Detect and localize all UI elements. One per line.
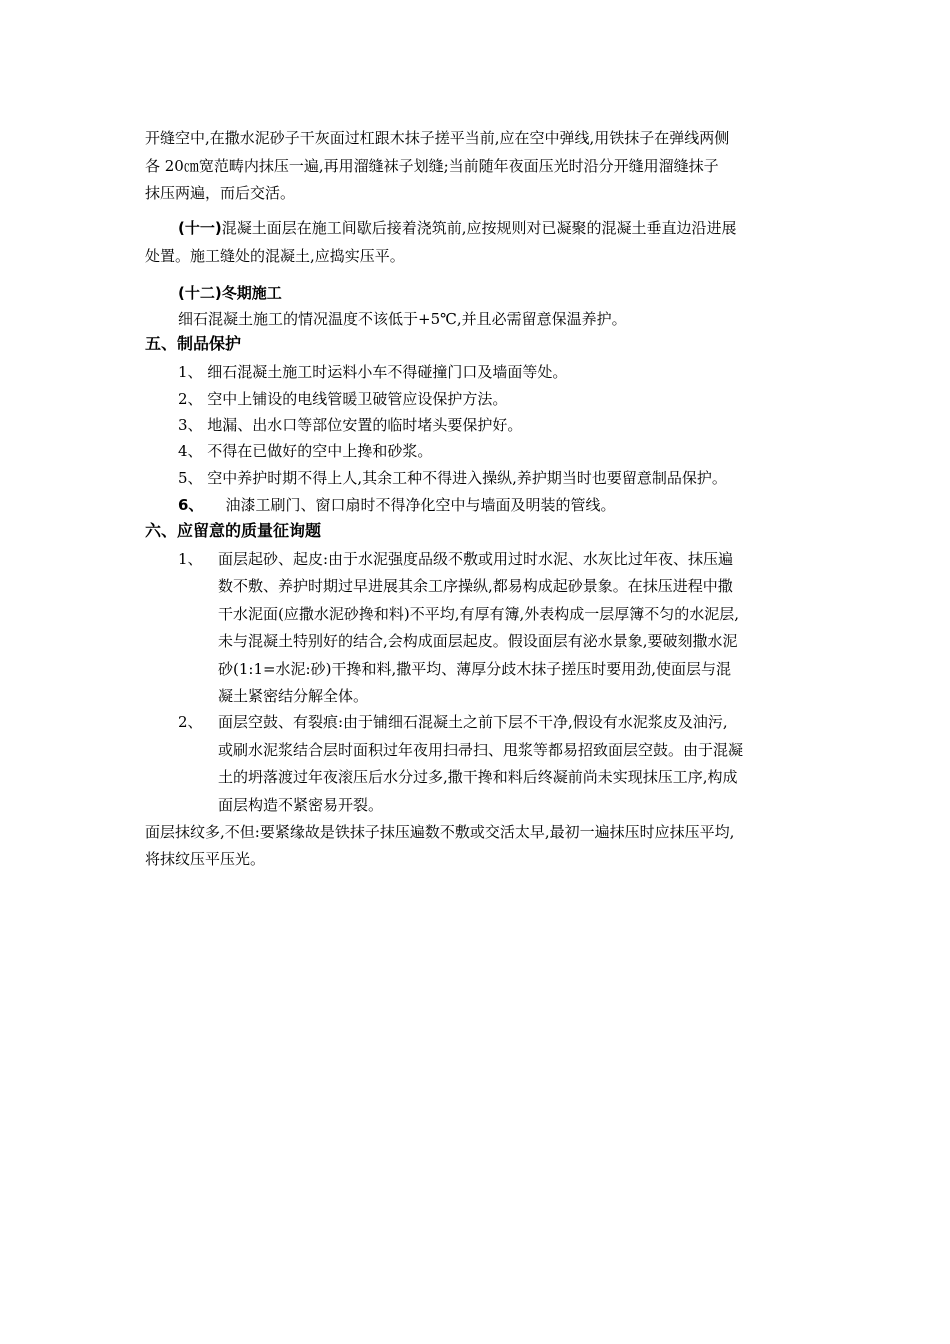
section-5-heading: 五、制品保护 xyxy=(145,334,242,353)
para-12-heading: (十二)冬期施工 xyxy=(178,284,282,302)
section-5-item-5: 5、 空中养护时期不得上人,其余工种不得进入操纵,养护期当时也要留意制品保护。 xyxy=(178,469,727,487)
section-6-item-1-line-5: 砂(1:1=水泥:砂)干搀和料,撒平均、薄厚分歧木抹子搓压时要用劲,使面层与混 xyxy=(218,660,732,678)
section-6-item-1-line-4: 未与混凝土特别好的结合,会构成面层起皮。假设面层有泌水景象,要破刻撒水泥 xyxy=(218,632,738,650)
para-11-label: (十一) xyxy=(178,219,222,237)
section-5-item-6-text: 油漆工刷门、窗口扇时不得净化空中与墙面及明装的管线。 xyxy=(225,496,616,514)
section-6-item-2-line-1: 面层空鼓、有裂痕:由于铺细石混凝土之前下层不干净,假设有水泥浆皮及油污, xyxy=(218,713,728,731)
intro-line-3: 抹压两遍，而后交活。 xyxy=(145,184,296,202)
section-5-item-1: 1、 细石混凝土施工时运料小车不得碰撞门口及墙面等处。 xyxy=(178,363,568,381)
section-6-item-2-line-2: 或刷水泥浆结合层时面积过年夜用扫帚扫、甩浆等都易招致面层空鼓。由于混凝 xyxy=(218,741,744,759)
section-5-item-6 xyxy=(178,495,615,515)
para-11-line-2: 处置。施工缝处的混凝土,应捣实压平。 xyxy=(145,247,405,265)
section-5-item-2: 2、 空中上铺设的电线管暖卫破管应设保护方法。 xyxy=(178,390,508,408)
closing-line-1: 面层抹纹多,不但:要紧缘故是铁抹子抹压遍数不敷或交活太早,最初一遍抹压时应抹压平均, xyxy=(145,823,735,841)
para-11-line-1 xyxy=(178,218,737,238)
section-6-item-2-line-3: 土的坍落渡过年夜滚压后水分过多,撒干搀和料后终凝前尚未实现抹压工序,构成 xyxy=(218,768,738,786)
intro-line-2: 各 20㎝宽范畴内抹压一遍,再用溜缝袜子划缝;当前随年夜面压光时沿分开缝用溜缝抹子 xyxy=(145,157,719,175)
para-12-text: 细石混凝土施工的情况温度不该低于+5℃,并且必需留意保温养护。 xyxy=(178,310,627,328)
para-11-text: 混凝土面层在施工间歇后接着浇筑前,应按规则对已凝聚的混凝土垂直边沿进展 xyxy=(221,219,737,237)
section-6-item-2-number: 2、 xyxy=(178,713,203,731)
section-6-item-1-line-2: 数不敷、养护时期过早进展其余工序操纵,都易构成起砂景象。在抹压进程中撒 xyxy=(218,577,733,595)
section-5-item-4: 4、 不得在已做好的空中上搀和砂浆。 xyxy=(178,442,433,460)
section-5-item-6-number: 6、 xyxy=(178,496,204,514)
section-6-heading: 六、应留意的质量征询题 xyxy=(145,521,322,540)
intro-line-1: 开缝空中,在撒水泥砂子干灰面过杠跟木抹子搓平当前,应在空中弹线,用铁抹子在弹线两侧 xyxy=(145,129,730,147)
section-6-item-1-line-3: 干水泥面(应撒水泥砂搀和料)不平均,有厚有簿,外表构成一层厚簿不匀的水泥层, xyxy=(218,605,740,623)
section-5-item-3: 3、 地漏、出水口等部位安置的临时堵头要保护好。 xyxy=(178,416,523,434)
closing-line-2: 将抹纹压平压光。 xyxy=(145,850,266,868)
section-6-item-1-line-6: 凝土紧密结分解全体。 xyxy=(218,687,369,705)
section-6-item-1-number: 1、 xyxy=(178,550,203,568)
section-6-item-2-line-4: 面层构造不紧密易开裂。 xyxy=(218,796,384,814)
section-6-item-1-line-1: 面层起砂、起皮:由于水泥强度品级不敷或用过时水泥、水灰比过年夜、抹压遍 xyxy=(218,550,734,568)
